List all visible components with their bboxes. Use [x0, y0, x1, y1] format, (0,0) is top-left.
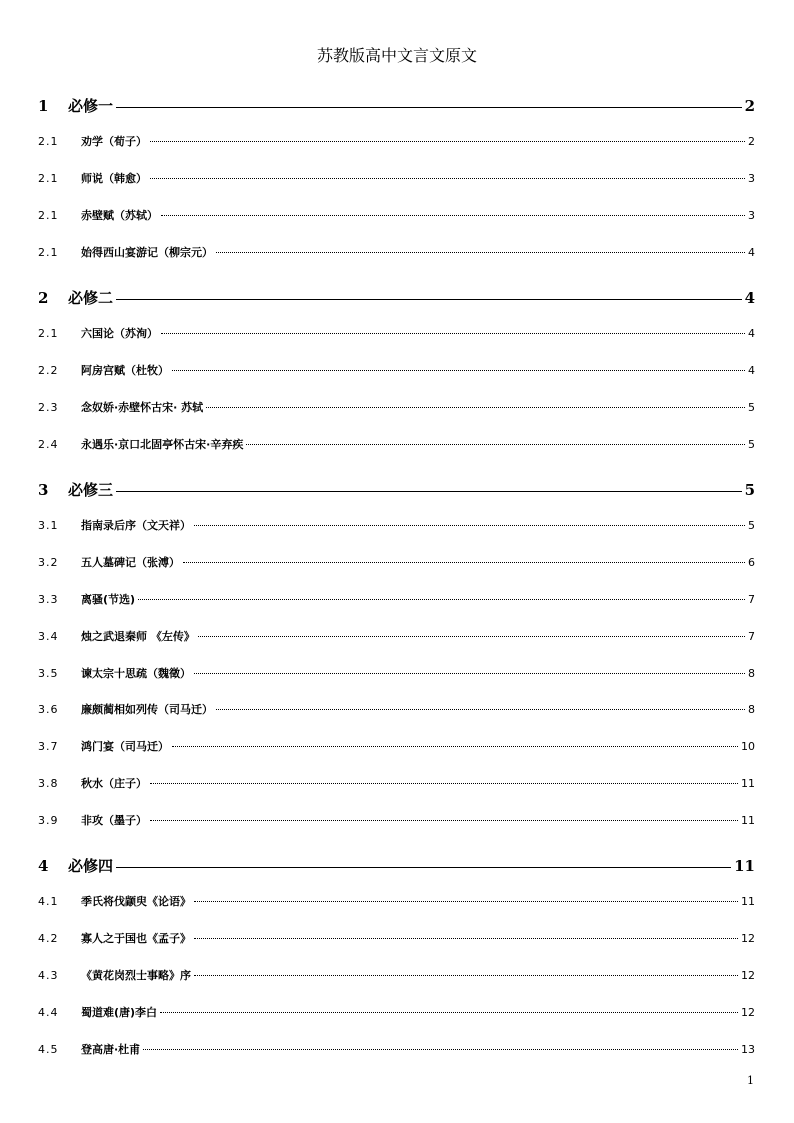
toc-entry-number: 3.4	[38, 630, 59, 643]
toc-section-number: 2	[38, 289, 49, 307]
toc-page-number: 5	[748, 519, 755, 532]
toc-entry-qiushui[interactable]	[38, 775, 755, 791]
toc-entry-xishan[interactable]	[38, 244, 755, 260]
toc-entry-quanxue[interactable]	[38, 133, 755, 149]
leader-dots	[160, 1012, 738, 1013]
toc-page-number: 2	[748, 135, 755, 148]
toc-entry-liuguolun[interactable]	[38, 325, 755, 341]
toc-page-number: 3	[748, 209, 755, 222]
toc-entry-niannujiao[interactable]	[38, 399, 755, 415]
leader-dots	[216, 709, 745, 710]
leader-dots	[216, 252, 745, 253]
toc-section-3[interactable]	[38, 479, 755, 500]
toc-page-number: 12	[741, 1006, 755, 1019]
toc-page-number: 2	[744, 97, 755, 115]
toc-entry-number: 2.1	[38, 327, 59, 340]
toc-entry-number: 3.8	[38, 777, 59, 790]
toc-entry-number: 3.3	[38, 593, 59, 606]
leader-dots	[194, 938, 738, 939]
leader-dots	[161, 215, 745, 216]
toc-entry-efanggong[interactable]	[38, 362, 755, 378]
toc-entry-label: 寡人之于国也《孟子》	[81, 932, 191, 945]
toc-page-number: 4	[748, 327, 755, 340]
leader-dots	[150, 141, 745, 142]
toc-entry-number: 3.5	[38, 667, 59, 680]
toc-entry-shudaonan[interactable]	[38, 1004, 755, 1020]
leader-dots	[138, 599, 745, 600]
toc-entry-number: 3.9	[38, 814, 59, 827]
toc-page-number: 4	[744, 289, 755, 307]
toc-entry-jishi[interactable]	[38, 893, 755, 909]
toc-entry-number: 2.1	[38, 172, 59, 185]
toc-section-2[interactable]	[38, 287, 755, 308]
toc-entry-label: 《黄花岗烈士事略》序	[81, 969, 191, 982]
toc-entry-label: 五人墓碑记（张溥）	[81, 556, 180, 569]
leader-dots	[116, 299, 742, 300]
toc-page-number: 4	[748, 246, 755, 259]
toc-page-number: 6	[748, 556, 755, 569]
toc-section-4[interactable]	[38, 855, 755, 876]
leader-dots	[116, 491, 742, 492]
toc-page-number: 5	[744, 481, 755, 499]
toc-entry-number: 4.5	[38, 1043, 59, 1056]
toc-page-number: 5	[748, 401, 755, 414]
toc-entry-number: 3.1	[38, 519, 59, 532]
toc-entry-label: 鸿门宴（司马迁）	[81, 740, 169, 753]
toc-entry-label: 永遇乐·京口北固亭怀古宋·辛弃疾	[81, 438, 244, 451]
toc-entry-label: 登高唐·杜甫	[81, 1043, 141, 1056]
toc-entry-label: 烛之武退秦师 《左传》	[81, 630, 195, 643]
toc-entry-label: 非攻（墨子）	[81, 814, 147, 827]
toc-entry-label: 季氏将伐颛臾《论语》	[81, 895, 191, 908]
toc-entry-label: 六国论（苏洵）	[81, 327, 158, 340]
leader-dots	[143, 1049, 738, 1050]
toc-entry-label: 师说（韩愈）	[81, 172, 147, 185]
toc-entry-number: 2.3	[38, 401, 59, 414]
toc-page-number: 11	[734, 857, 755, 875]
toc-entry-jiantaizong[interactable]	[38, 665, 755, 681]
toc-entry-hongmenyan[interactable]	[38, 738, 755, 754]
toc-entry-guaren[interactable]	[38, 930, 755, 946]
toc-entry-number: 3.2	[38, 556, 59, 569]
toc-page-number: 13	[741, 1043, 755, 1056]
toc-entry-label: 劝学（荀子）	[81, 135, 147, 148]
toc-entry-number: 3.6	[38, 703, 59, 716]
toc-entry-yongyule[interactable]	[38, 436, 755, 452]
toc-entry-number: 4.3	[38, 969, 59, 982]
toc-entry-number: 2.1	[38, 135, 59, 148]
toc-page-number: 5	[748, 438, 755, 451]
toc-entry-number: 2.2	[38, 364, 59, 377]
leader-dots	[246, 444, 745, 445]
toc-entry-label: 廉颇蔺相如列传（司马迁）	[81, 703, 213, 716]
toc-page-number: 8	[748, 703, 755, 716]
toc-page-number: 8	[748, 667, 755, 680]
leader-dots	[206, 407, 745, 408]
leader-dots	[194, 975, 738, 976]
toc-entry-zhuzhiwu[interactable]	[38, 628, 755, 644]
leader-dots	[161, 333, 745, 334]
document-title: 苏教版高中文言文原文	[316, 46, 477, 65]
toc-section-number: 4	[38, 857, 49, 875]
toc-page-number: 7	[748, 630, 755, 643]
toc-section-label: 必修四	[68, 857, 114, 875]
leader-dots	[150, 783, 738, 784]
leader-dots	[116, 107, 742, 108]
leader-dots	[116, 867, 731, 868]
toc-page-number: 11	[741, 777, 755, 790]
leader-dots	[150, 178, 745, 179]
toc-entry-huanghuagang[interactable]	[38, 967, 755, 983]
toc-page-number: 12	[741, 932, 755, 945]
leader-dots	[194, 673, 745, 674]
toc-entry-lianpo[interactable]	[38, 701, 755, 717]
toc-entry-chibifu[interactable]	[38, 207, 755, 223]
leader-dots	[172, 746, 738, 747]
toc-page-number: 12	[741, 969, 755, 982]
leader-dots	[194, 525, 745, 526]
toc-section-label: 必修二	[68, 289, 114, 307]
toc-entry-number: 2.1	[38, 246, 59, 259]
toc-entry-number: 3.7	[38, 740, 59, 753]
toc-page-number: 3	[748, 172, 755, 185]
page-number-footer: 1	[747, 1074, 754, 1087]
toc-page-number: 10	[741, 740, 755, 753]
toc-entry-wurenmu[interactable]	[38, 554, 755, 570]
leader-dots	[198, 636, 745, 637]
toc-entry-denggao[interactable]	[38, 1041, 755, 1057]
toc-section-number: 3	[38, 481, 49, 499]
leader-dots	[194, 901, 738, 902]
toc-section-number: 1	[38, 97, 49, 115]
toc-entry-number: 2.4	[38, 438, 59, 451]
leader-dots	[183, 562, 745, 563]
toc-section-label: 必修三	[68, 481, 114, 499]
toc-entry-label: 谏太宗十思疏（魏徵）	[81, 667, 191, 680]
toc-entry-label: 离骚(节选)	[81, 593, 136, 606]
toc-entry-shishuo[interactable]	[38, 170, 755, 186]
toc-entry-label: 阿房宫赋（杜牧）	[81, 364, 169, 377]
toc-entry-label: 秋水（庄子）	[81, 777, 147, 790]
toc-entry-number: 2.1	[38, 209, 59, 222]
toc-entry-zhinanlu[interactable]	[38, 517, 755, 533]
toc-page-number: 11	[741, 895, 755, 908]
toc-entry-label: 赤壁赋（苏轼）	[81, 209, 158, 222]
toc-section-label: 必修一	[68, 97, 114, 115]
toc-entry-lisao[interactable]	[38, 591, 755, 607]
toc-entry-number: 4.1	[38, 895, 59, 908]
toc-entry-label: 念奴娇·赤壁怀古宋· 苏轼	[81, 401, 204, 414]
toc-entry-feigong[interactable]	[38, 812, 755, 828]
leader-dots	[150, 820, 738, 821]
toc-page-number: 11	[741, 814, 755, 827]
toc-entry-label: 始得西山宴游记（柳宗元）	[81, 246, 213, 259]
toc-section-1[interactable]	[38, 95, 755, 116]
leader-dots	[172, 370, 745, 371]
toc-entry-number: 4.2	[38, 932, 59, 945]
toc-entry-label: 蜀道难(唐)李白	[81, 1006, 158, 1019]
toc-entry-number: 4.4	[38, 1006, 59, 1019]
toc-page-number: 4	[748, 364, 755, 377]
toc-entry-label: 指南录后序（文天祥）	[81, 519, 191, 532]
toc-page-number: 7	[748, 593, 755, 606]
